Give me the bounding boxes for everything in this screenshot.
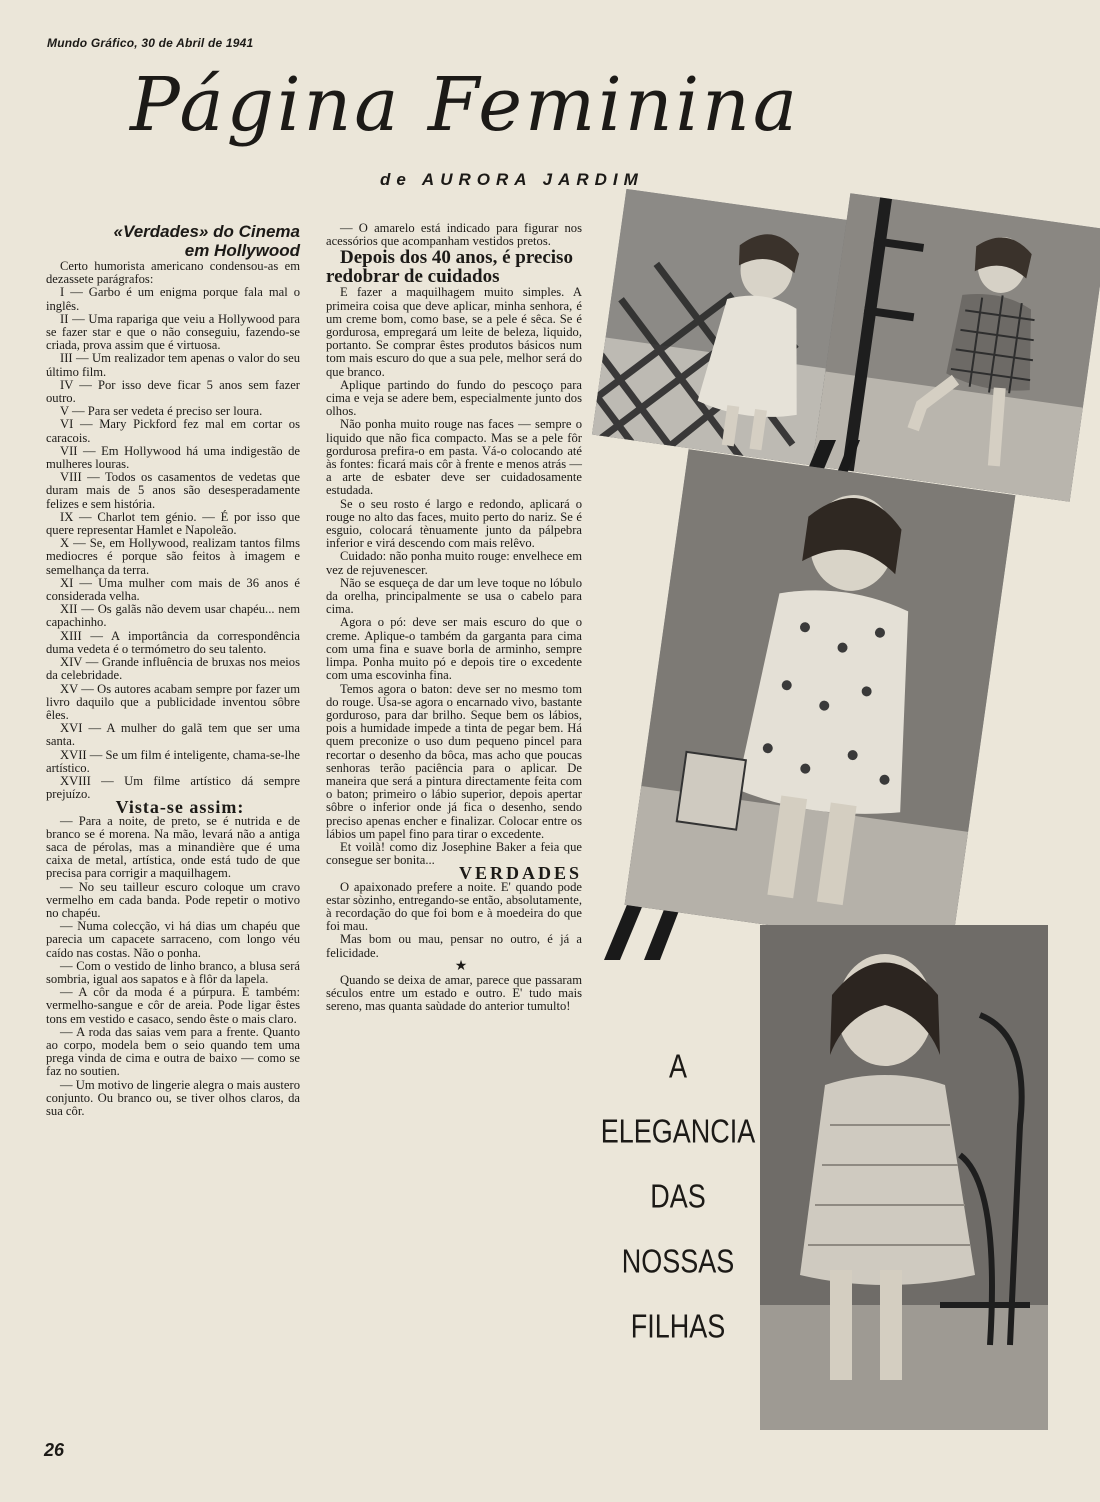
intro-paragraph: — O amarelo está indicado para figurar nos acessórios que acompanham vestidos pretos. <box>326 221 582 249</box>
closing-paragraph: Quando se deixa de amar, parece que passaram séculos entre um estado e outro. E' tudo mais sereno, mas quanta saùdade do anterior tumulto! <box>326 972 582 1014</box>
paragraph: — No seu tailleur escuro coloque um cravo vermelho em cada banda. Pode repetir o motivo no chapéu. <box>46 879 300 920</box>
paragraph: Et voilà! como diz Josephine Baker a feia que consegue ser bonita... <box>326 839 582 868</box>
paragraph: — Com o vestido de linho branco, a blusa será sombria, igual aos sapatos e à flôr da lapela. <box>46 958 300 986</box>
paragraph: IX — Charlot tem génio. — É por isso que quere representar Hamlet e Napoleão. <box>46 509 300 538</box>
feature-caption-line: FILHAS <box>630 1307 726 1345</box>
column-2 <box>326 222 582 1013</box>
paragraph: VII — Em Hollywood há uma indigestão de mulheres louras. <box>46 443 300 472</box>
paragraph: VIII — Todos os casamentos de vedetas que duram mais de 5 anos são desesperadamente felizes e sem história. <box>46 470 300 511</box>
section-title-verdades-cinema <box>46 222 300 260</box>
section-title-verdades: VERDADES <box>458 863 582 884</box>
photo-girl-polka-dress <box>625 449 1016 950</box>
paragraph: — A roda das saias vem para a frente. Quanto ao corpo, modela bem o seio quando tem uma prega vinda de cima e outra de baixo — como se faz no soutien. <box>46 1024 300 1079</box>
vista-se-list <box>46 815 300 1119</box>
verdades-list <box>46 260 300 801</box>
star-divider: ★ <box>454 958 468 974</box>
column-1 <box>46 222 300 1118</box>
verdades-article <box>326 881 582 960</box>
section-title-maquilhagem: Depois dos 40 anos, é preciso redobrar de cuidados <box>326 247 573 288</box>
paragraph: XVIII — Um filme artístico dá sempre prejuízo. <box>46 773 300 802</box>
paragraph: Se o seu rosto é largo e redondo, aplicará o rouge no alto das faces, muito perto do nariz. Se é esguio, colocará tènuamente junto da pálpebra inferior e virá descendo com mais relêvo. <box>326 496 582 551</box>
paragraph: X — Se, em Hollywood, realizam tantos films mediocres é porque são feitos à imagem e semelhança da terra. <box>46 536 300 577</box>
paragraph: — Para a noite, de preto, se é nutrida e de branco se é morena. Na mão, levará não a antiga saca de pérolas, mas a minandière que é uma caixa de metal, artística, onde está tudo de que precisa para corrigir a maquilhagem. <box>46 813 300 881</box>
paragraph: — A côr da moda é a púrpura. E também: vermelho-sangue e côr de areia. Pode ligar êstes tons em vestido e casaco, sendo êste o mais claro. <box>46 985 300 1026</box>
feature-caption <box>596 1047 760 1375</box>
paragraph: II — Uma rapariga que veiu a Hollywood para se fazer star e que o não conseguiu, fazendo-se criada, prova assim que é virtuosa. <box>46 311 300 353</box>
paragraph: XI — Uma mulher com mais de 36 anos é considerada velha. <box>46 575 300 604</box>
byline: de AURORA JARDIM <box>380 170 644 189</box>
feature-caption-line: DAS <box>650 1177 706 1215</box>
maquilhagem-article <box>326 286 582 867</box>
paragraph: Certo humorista americano condensou-as em dezassete parágrafos: <box>46 259 300 287</box>
paragraph: Agora o pó: deve ser mais escuro do que o creme. Aplique-o também da garganta para cima com uma fina e suave borla de arminho, sempre limpa. Ponha muito pó e depois tire o excedente com uma escovinha fina. <box>326 615 582 683</box>
photo-girl-chair <box>760 925 1048 1430</box>
paragraph: E fazer a maquilhagem muito simples. A primeira coisa que deve aplicar, minha senhora, é um creme bom, como base, se a pele é sêca. Se é gordurosa, empregará um leite de beleza, liquido, portanto. Se comprar êstes produtos básicos num tom mais escuro do que a sua pele, melhor será do que branco. <box>326 285 582 379</box>
paragraph: Não se esqueça de dar um leve toque no lóbulo da orelha, principalmente se usa o cabelo para cima. <box>326 575 582 617</box>
paragraph: V — Para ser vedeta é preciso ser loura. <box>60 404 263 419</box>
paragraph: Não ponha muito rouge nas faces — sempre o liquido que não fica compacto. Mas se a pele fôr gordurosa prefira-o em pasta. Vá-o colocando até às fontes: ficará mais côr à frente e menos atrás — a arte de esbater deve ser cuidadosamente estudada. <box>326 417 582 498</box>
paragraph: XV — Os autores acabam sempre por fazer um livro daquilo que a publicidade inventou sôbre êles. <box>46 681 300 722</box>
paragraph: Temos agora o baton: deve ser no mesmo tom do rouge. Usa-se agora o encarnado vivo, bastante gorduroso, para dar brilho. Seque bem os lábios, pois a humidade impede a tinta de pegar bem. Há quem preconize o uso dum pequeno pincel para recortar o desenho da bôca, mas acho que poucas senhoras terão paciência para o aplicar. De maneira que será a pintura directamente feita com o baton; primeiro o lábio superior, depois apertar sôbre o inferior onde já fica o desenho, sendo preciso apenas encher e finalizar. Colocar entre os lábios um papel fino para tirar o excedente. <box>326 681 582 841</box>
page-title: Página Feminina <box>130 62 800 148</box>
page-number: 26 <box>44 1440 65 1460</box>
paragraph: Cuidado: não ponha muito rouge: envelhece em vez de rejuvenescer. <box>326 549 582 577</box>
feature-caption-line: ELEGANCIA <box>600 1112 756 1150</box>
paragraph: — Numa colecção, vi há dias um chapéu que parecia um capacete sarraceno, com longo véu caído nas costas. Não o ponha. <box>46 919 300 960</box>
paragraph: XIV — Grande influência de bruxas nos meios da celebridade. <box>46 655 300 683</box>
paragraph: IV — Por isso deve ficar 5 anos sem fazer outro. <box>46 377 300 406</box>
paragraph: — Um motivo de lingerie alegra o mais austero conjunto. Ou branco ou, se tiver olhos claros, da sua côr. <box>46 1077 300 1118</box>
paragraph: XIII — A importância da correspondência duma vedeta é o termómetro do seu talento. <box>46 628 300 656</box>
section-title-line: em Hollywood <box>184 241 300 260</box>
feature-caption-line: NOSSAS <box>621 1242 735 1280</box>
paragraph: O apaixonado prefere a noite. E' quando pode estar sòzinho, entregando-se então, absolutamente, à recordação do que foi bom e à moedeira do que foi mau. <box>326 879 582 934</box>
paragraph: I — Garbo é um enigma porque fala mal o inglês. <box>46 285 300 313</box>
date-line: Mundo Gráfico, 30 de Abril de 1941 <box>47 36 254 50</box>
paragraph: III — Um realizador tem apenas o valor do seu último film. <box>46 351 300 379</box>
paragraph: Aplique partindo do fundo do pescoço para cima e veja se adere bem, especialmente junto dos olhos. <box>326 377 582 419</box>
paragraph: XVII — Se um film é inteligente, chama-se-lhe artístico. <box>46 747 300 775</box>
paragraph: Mas bom ou mau, pensar no outro, é já a felicidade. <box>326 932 582 960</box>
feature-caption-line: A <box>668 1047 687 1085</box>
paragraph: VI — Mary Pickford fez mal em cortar os caracois. <box>46 417 300 445</box>
section-title-line: «Verdades» do Cinema <box>113 222 300 241</box>
section-title-vista-se: Vista-se assim: <box>115 797 245 818</box>
paragraph: XVI — A mulher do galã tem que ser uma santa. <box>46 721 300 749</box>
paragraph: XII — Os galãs não devem usar chapéu... nem capachinho. <box>46 602 300 630</box>
